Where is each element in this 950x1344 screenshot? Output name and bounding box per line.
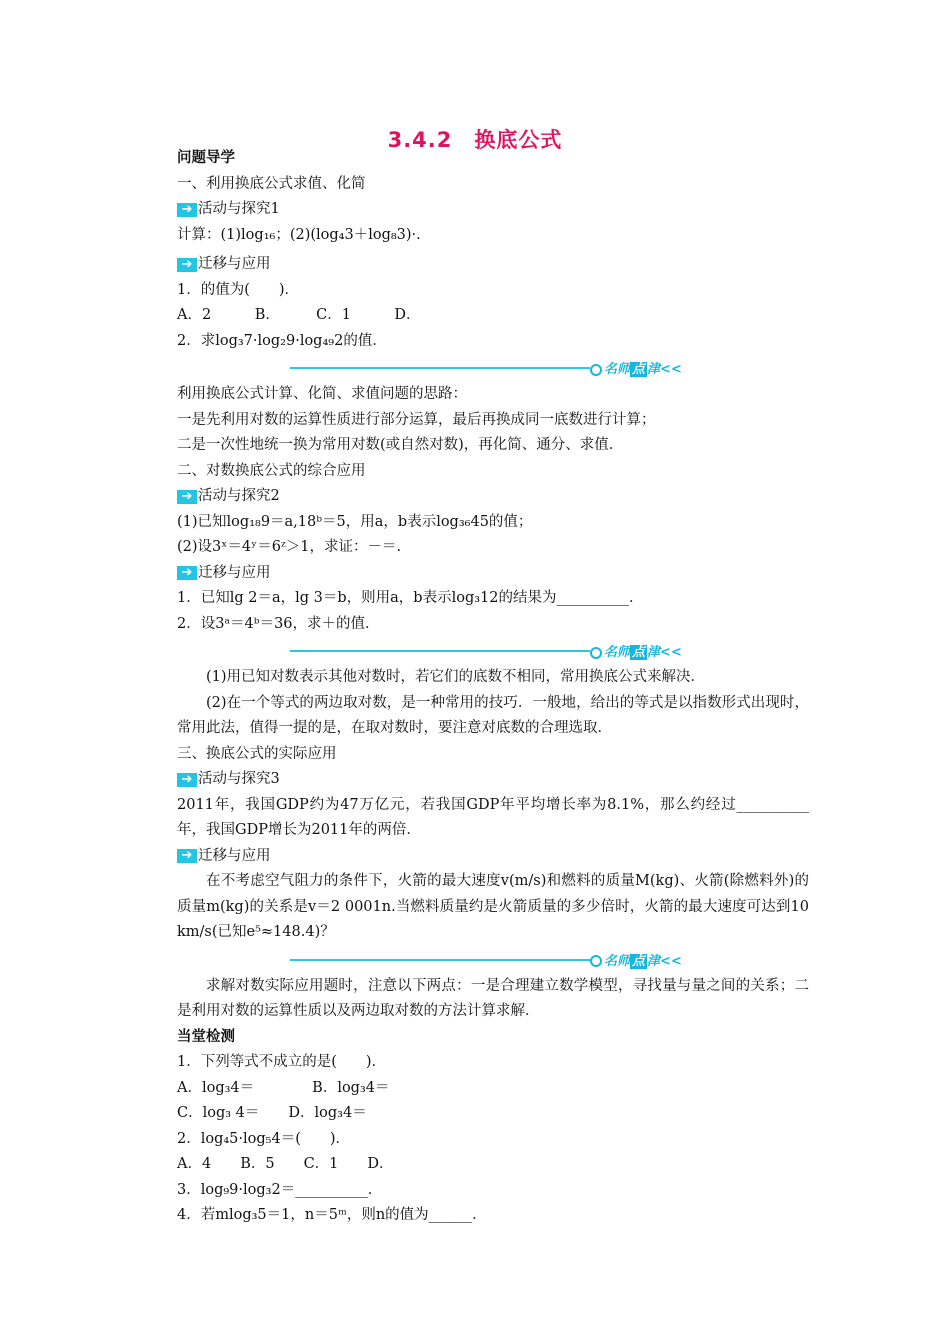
transfer-heading-1	[177, 252, 809, 278]
activity-label: 活动与探究1	[198, 201, 280, 217]
question-text: 1．下列等式不成立的是( )．	[177, 1054, 387, 1070]
answer-options: A．log₃4＝ B．log₃4＝	[177, 1079, 390, 1096]
ring-icon	[590, 647, 602, 659]
activity-heading-3	[177, 767, 809, 793]
question-text: 在不考虑空气阻力的条件下，火箭的最大速度v(m/s)和燃料的质量M(kg)、火箭(除燃料外)的质量m(kg)的关系是v＝2 0001n.当燃料质量约是火箭质量的多少倍时，火箭的最大速度可达到10 km/s(已知e⁵≈148.4)？	[177, 873, 809, 940]
teacher-tip-divider	[290, 637, 695, 665]
arrow-icon: ➔	[177, 490, 197, 504]
activity-label: 活动与探究2	[198, 488, 280, 504]
question-text: 2．设3ᵃ＝4ᵇ＝36，求＋的值．	[177, 615, 380, 632]
question-text: 2．求log₃7·log₂9·log₄₉2的值．	[177, 332, 387, 349]
ring-icon	[590, 364, 602, 376]
problem-text: 计算：(1)log₁₆；(2)(log₄3＋log₈3)·.	[177, 226, 421, 243]
subsection-heading-3: 三、换底公式的实际应用	[177, 745, 337, 762]
tip-text: 利用换底公式计算、化简、求值问题的思路：	[177, 386, 467, 402]
tip-text: 求解对数实际应用题时，注意以下两点：一是合理建立数学模型，寻找量与量之间的关系；二是利用对数的运算性质以及两边取对数的方法计算求解．	[177, 977, 809, 1019]
answer-options: A．4 B．5 C．1 D．	[177, 1156, 394, 1172]
transfer-heading-2	[177, 561, 809, 587]
transfer-heading-3	[177, 844, 809, 870]
section-heading-problem-guide: 问题导学	[177, 150, 235, 166]
teacher-tip-divider	[290, 946, 695, 974]
problem-text: (1)已知log₁₈9＝a,18ᵇ＝5，用a，b表示log₃₆45的值；	[177, 513, 533, 530]
problem-text: (2)设3ˣ＝4ʸ＝6ᶻ＞1，求证：－＝.	[177, 539, 402, 555]
teacher-tip-divider	[290, 354, 695, 382]
question-text: 2．log₄5·log₅4＝( )．	[177, 1130, 351, 1147]
arrow-icon: ➔	[177, 773, 197, 787]
question-text: 1．的值为( )．	[177, 281, 300, 298]
section-heading-check: 当堂检测	[177, 1028, 235, 1045]
divider-rule	[290, 367, 590, 369]
question-text: 4．若mlog₃5＝1，n＝5ᵐ，则n的值为______．	[177, 1207, 487, 1223]
arrow-icon: ➔	[177, 566, 197, 580]
subsection-heading-2: 二、对数换底公式的综合应用	[177, 462, 366, 479]
subsection-heading-1: 一、利用换底公式求值、化简	[177, 175, 366, 192]
teacher-tip-label: 名师 点 津<<	[590, 949, 682, 975]
activity-heading-2	[177, 484, 809, 510]
answer-options: A．2 B． C．1 D．	[177, 307, 421, 323]
transfer-label: 迁移与应用	[198, 256, 271, 272]
tip-text: 二是一次性地统一换为常用对数(或自然对数)，再化简、通分、求值．	[177, 437, 624, 453]
activity-heading-1	[177, 197, 809, 223]
divider-rule	[290, 959, 590, 961]
arrow-icon: ➔	[177, 258, 197, 272]
tip-text: 一是先利用对数的运算性质进行部分运算，最后再换成同一底数进行计算；	[177, 411, 656, 428]
document-body	[177, 146, 809, 1229]
divider-rule	[290, 650, 590, 652]
teacher-tip-label: 名师 点 津<<	[590, 640, 682, 666]
arrow-icon: ➔	[177, 203, 197, 217]
answer-options: C．log₃ 4＝ D．log₃4＝	[177, 1105, 367, 1121]
page-title: 3.4.2 换底公式	[387, 128, 563, 152]
question-text: 1．已知lg 2＝a，lg 3＝b，则用a，b表示log₃12的结果为__________．	[177, 590, 644, 606]
question-text: 3．log₉9·log₃2＝__________．	[177, 1181, 383, 1198]
transfer-label: 迁移与应用	[198, 564, 271, 581]
teacher-tip-label: 名师 点 津<<	[590, 357, 682, 383]
activity-label: 活动与探究3	[198, 771, 280, 787]
tip-text: (1)用已知对数表示其他对数时，若它们的底数不相同，常用换底公式来解决．	[206, 669, 706, 685]
transfer-label: 迁移与应用	[198, 847, 271, 864]
arrow-icon: ➔	[177, 849, 197, 863]
ring-icon	[590, 955, 602, 967]
tip-text: (2)在一个等式的两边取对数，是一种常用的技巧．一般地，给出的等式是以指数形式出现时，常用此法，值得一提的是，在取对数时，要注意对底数的合理选取．	[177, 694, 809, 736]
problem-text: 2011年，我国GDP约为47万亿元，若我国GDP年平均增长率为8.1%，那么约经过__________年，我国GDP增长为2011年的两倍．	[177, 796, 809, 838]
